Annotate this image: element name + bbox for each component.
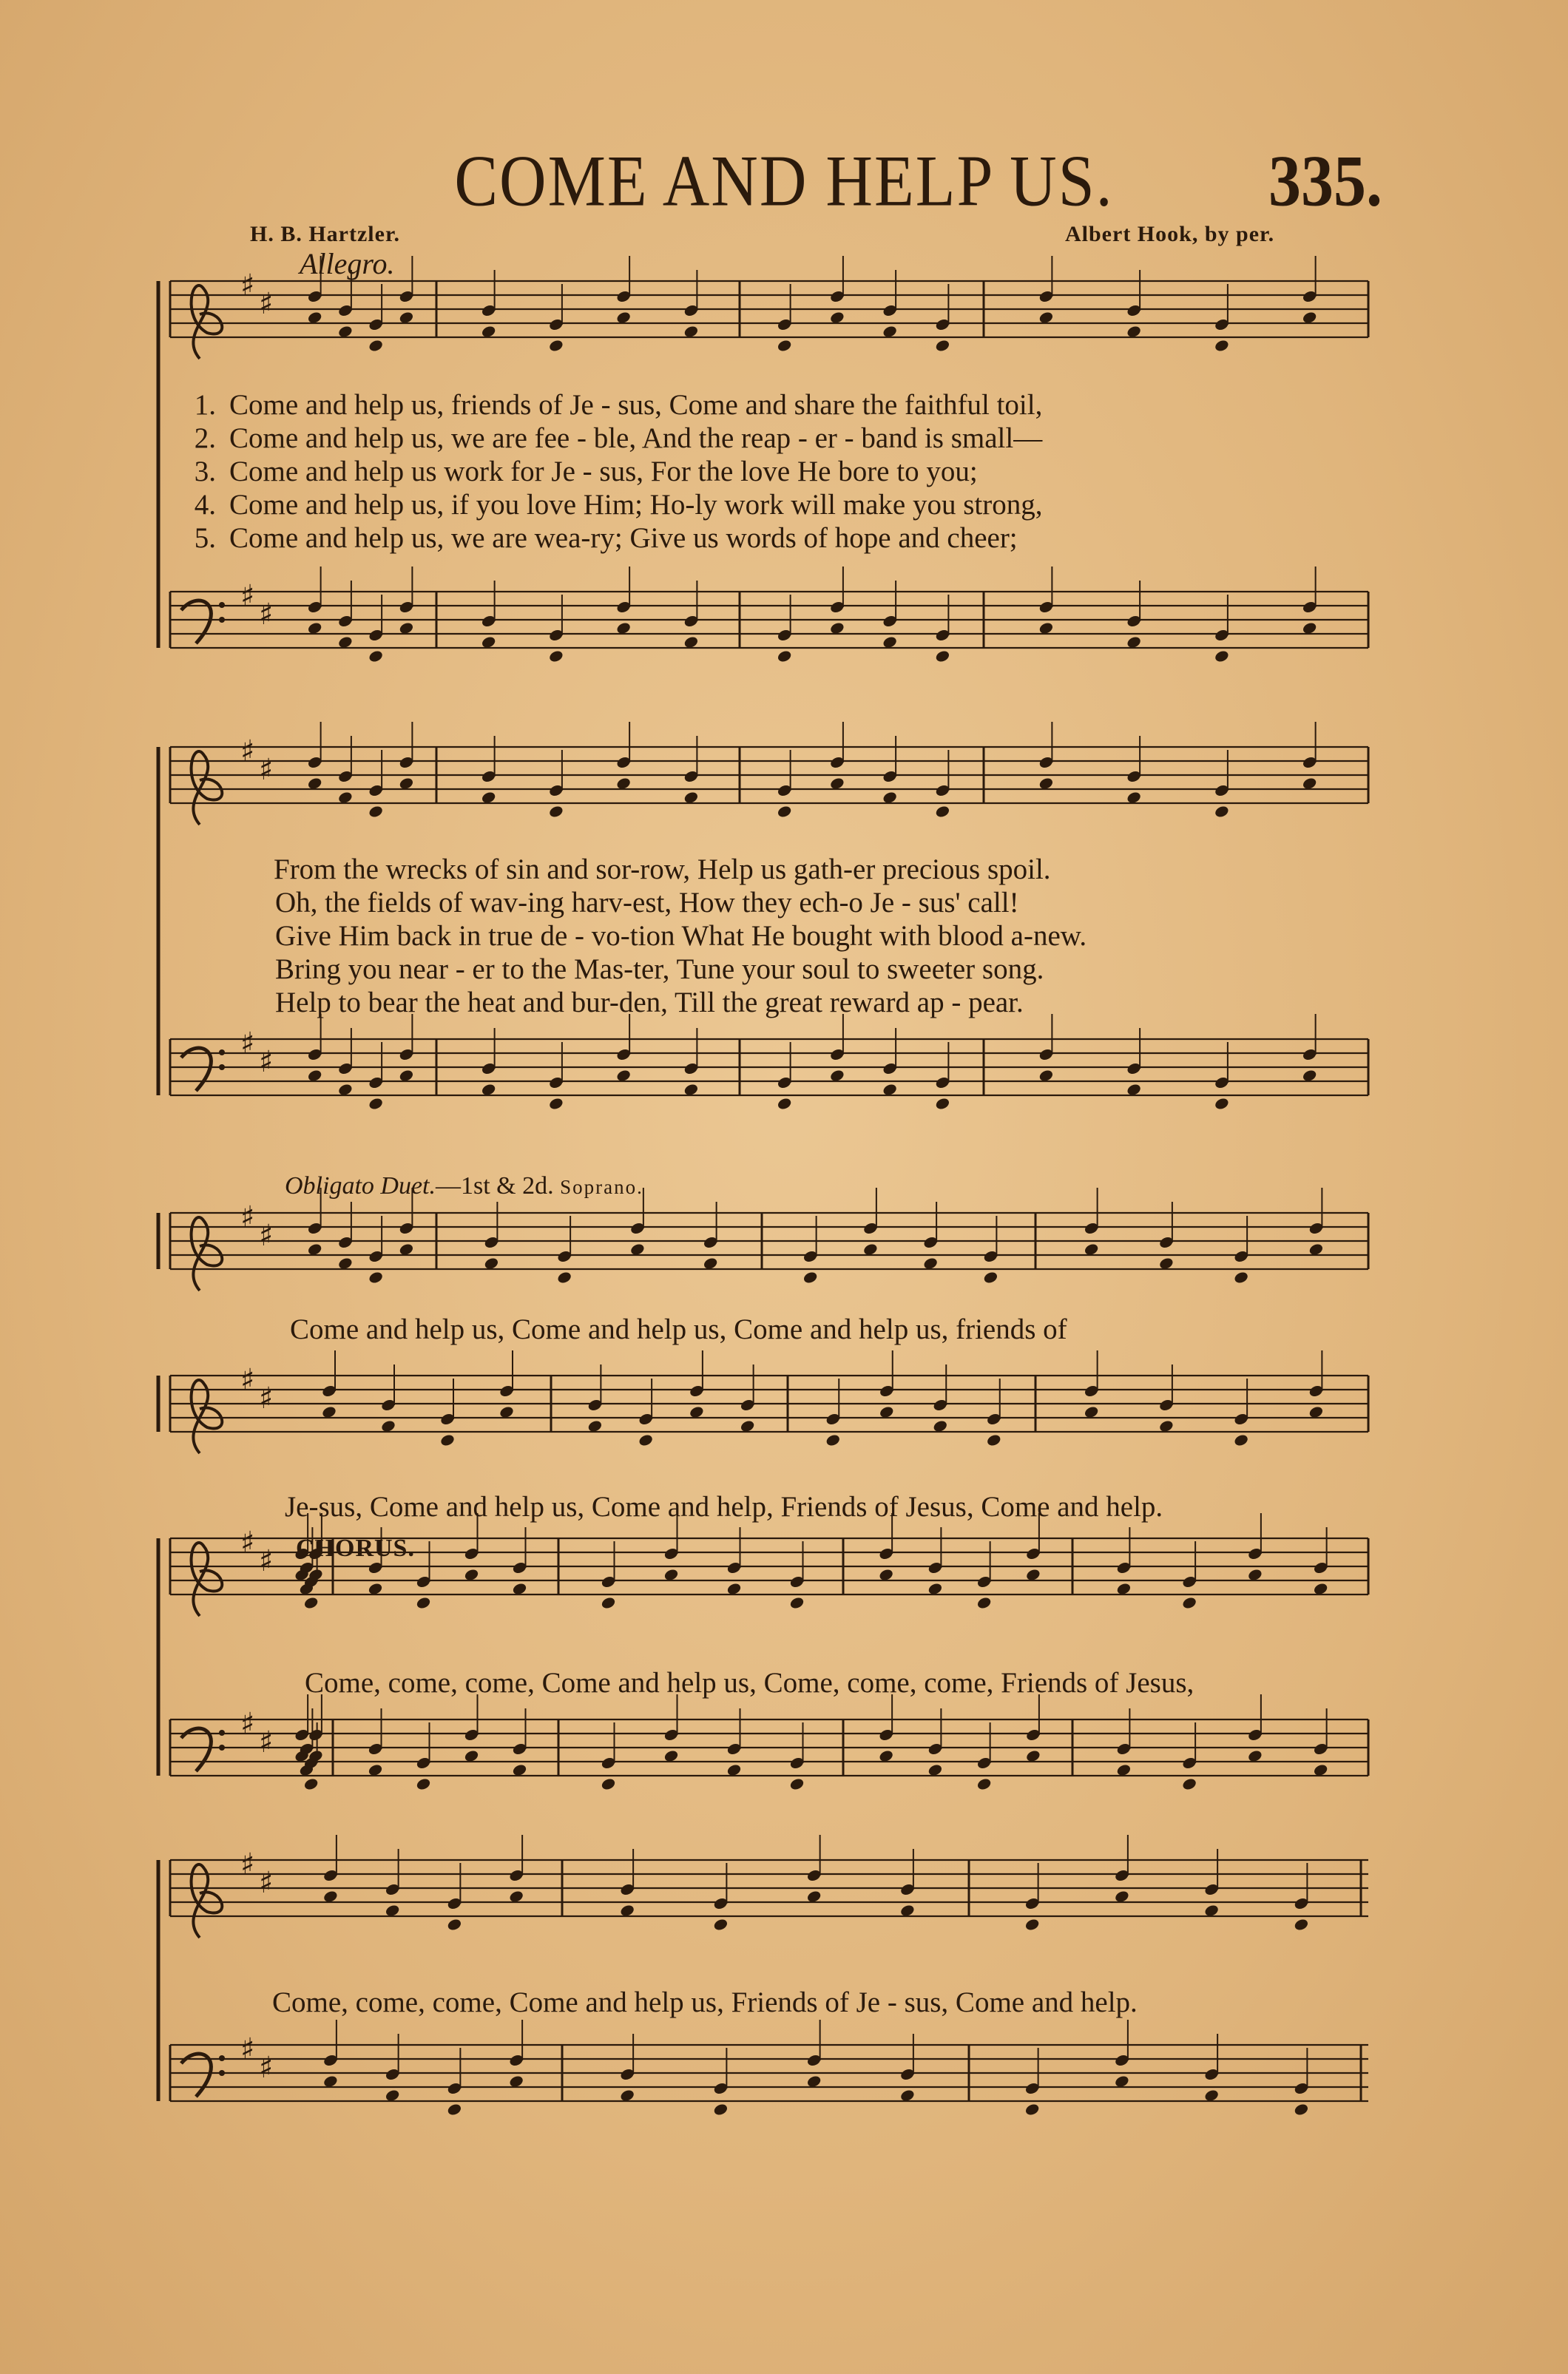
notehead xyxy=(976,1777,993,1791)
sharp-icon: ♯ xyxy=(259,1866,274,1900)
verse-continuation: Help to bear the heat and bur-den, Till the great reward ap - pear. xyxy=(275,987,1024,1018)
sharp-icon: ♯ xyxy=(240,1707,255,1741)
sharp-icon: ♯ xyxy=(259,1219,274,1253)
sharp-icon: ♯ xyxy=(259,287,274,321)
notehead xyxy=(368,649,384,663)
notehead xyxy=(934,649,950,663)
notehead xyxy=(368,1097,384,1111)
notehead xyxy=(777,805,793,819)
sharp-icon: ♯ xyxy=(259,1382,274,1416)
notehead xyxy=(303,1777,320,1791)
verse-continuation: Give Him back in true de - vo-tion What He bought with blood a-new. xyxy=(275,920,1087,952)
chorus-title: CHORUS. xyxy=(296,1535,415,1562)
page-title: COME AND HELP US. xyxy=(454,141,1114,222)
bass-clef-dot xyxy=(219,617,225,623)
lyricist-credit: H. B. Hartzler. xyxy=(250,222,401,246)
sharp-icon: ♯ xyxy=(240,1526,255,1560)
notehead xyxy=(789,1777,805,1791)
bass-clef-dot xyxy=(219,1049,225,1055)
notehead xyxy=(368,1271,384,1285)
verse-continuation: Bring you near - er to the Mas-ter, Tune your soul to sweeter song. xyxy=(275,953,1044,985)
bass-clef-icon xyxy=(181,601,211,643)
notehead xyxy=(601,1777,617,1791)
treble-clef-icon xyxy=(192,751,223,825)
notehead xyxy=(556,1271,572,1285)
sharp-icon: ♯ xyxy=(240,1847,255,1881)
treble-clef-icon xyxy=(192,1864,223,1938)
notehead xyxy=(712,1918,729,1932)
bass-clef-icon xyxy=(181,1728,211,1771)
notehead xyxy=(601,1596,617,1610)
notehead xyxy=(1293,1918,1309,1932)
notehead xyxy=(976,1596,993,1610)
notehead xyxy=(1214,1097,1230,1111)
notehead xyxy=(777,339,793,353)
sharp-icon: ♯ xyxy=(240,2032,255,2066)
treble-clef-icon xyxy=(192,285,223,359)
verse-line: 4. Come and help us, if you love Him; Ho-ly work will make you strong, xyxy=(194,489,1043,521)
notehead xyxy=(712,2103,729,2117)
bass-clef-dot xyxy=(219,2070,225,2076)
notehead xyxy=(368,339,384,353)
sharp-icon: ♯ xyxy=(259,1544,274,1578)
notehead xyxy=(934,1097,950,1111)
bass-clef-dot xyxy=(219,602,225,608)
sharp-icon: ♯ xyxy=(240,1027,255,1061)
sharp-icon: ♯ xyxy=(240,734,255,768)
treble-clef-icon xyxy=(192,1543,223,1616)
notehead xyxy=(1024,1918,1041,1932)
treble-clef-icon xyxy=(192,1217,223,1291)
notehead xyxy=(1024,2103,1041,2117)
notehead xyxy=(548,339,564,353)
notehead xyxy=(1181,1777,1197,1791)
page-number: 335. xyxy=(1268,141,1382,222)
sharp-icon: ♯ xyxy=(240,579,255,613)
notehead xyxy=(777,649,793,663)
notehead xyxy=(446,1918,462,1932)
notehead xyxy=(1214,339,1230,353)
sharp-icon: ♯ xyxy=(240,1363,255,1397)
notehead xyxy=(934,805,950,819)
notehead xyxy=(416,1777,432,1791)
bass-clef-icon xyxy=(181,1048,211,1091)
notehead xyxy=(638,1433,654,1447)
notehead xyxy=(548,805,564,819)
notehead xyxy=(439,1433,456,1447)
notehead xyxy=(777,1097,793,1111)
notehead xyxy=(982,1271,998,1285)
notehead xyxy=(416,1596,432,1610)
bass-clef-dot xyxy=(219,1064,225,1070)
notehead xyxy=(303,1596,320,1610)
verse-line: 1. Come and help us, friends of Je - sus, Come and share the faithful toil, xyxy=(194,389,1043,421)
sharp-icon: ♯ xyxy=(240,1200,255,1234)
notehead xyxy=(802,1271,819,1285)
bass-clef-dot xyxy=(219,1730,225,1736)
notehead xyxy=(1214,805,1230,819)
duet-lyric-line: Je-sus, Come and help us, Come and help, Friends of Jesus, Come and help. xyxy=(285,1491,1163,1523)
chorus-lyric-line: Come, come, come, Come and help us, Come, come, come, Friends of Jesus, xyxy=(305,1667,1194,1699)
duet-label: Obligato Duet.—1st & 2d. Soprano. xyxy=(285,1172,643,1200)
notehead xyxy=(446,2103,462,2117)
notehead xyxy=(825,1433,841,1447)
sharp-icon: ♯ xyxy=(259,753,274,787)
sharp-icon: ♯ xyxy=(240,268,255,302)
duet-lyric-line: Come and help us, Come and help us, Come and help us, friends of xyxy=(290,1313,1067,1345)
notehead xyxy=(934,339,950,353)
treble-clef-icon xyxy=(192,1380,223,1453)
sharp-icon: ♯ xyxy=(259,598,274,632)
notehead xyxy=(548,1097,564,1111)
notehead xyxy=(1293,2103,1309,2117)
notehead xyxy=(1181,1596,1197,1610)
verse-line: 2. Come and help us, we are fee - ble, And the reap - er - band is small— xyxy=(194,422,1043,454)
verse-continuation: Oh, the fields of wav-ing harv-est, How they ech-o Je - sus' call! xyxy=(275,887,1019,919)
notehead xyxy=(1233,1433,1249,1447)
sharp-icon: ♯ xyxy=(259,2051,274,2085)
verse-line: 5. Come and help us, we are wea-ry; Give us words of hope and cheer; xyxy=(194,522,1018,554)
bass-clef-dot xyxy=(219,2055,225,2061)
notehead xyxy=(789,1596,805,1610)
chorus-lyric-line: Come, come, come, Come and help us, Friends of Je - sus, Come and help. xyxy=(272,1986,1138,2018)
notehead xyxy=(548,649,564,663)
notehead xyxy=(986,1433,1002,1447)
sharp-icon: ♯ xyxy=(259,1045,274,1079)
notehead xyxy=(368,805,384,819)
bass-clef-icon xyxy=(181,2054,211,2097)
notehead xyxy=(1233,1271,1249,1285)
sharp-icon: ♯ xyxy=(259,1725,274,1759)
notehead xyxy=(1214,649,1230,663)
tempo-marking: Allegro. xyxy=(300,247,395,280)
composer-credit: Albert Hook, by per. xyxy=(1065,222,1275,246)
bass-clef-dot xyxy=(219,1745,225,1751)
verse-continuation: From the wrecks of sin and sor-row, Help us gath-er precious spoil. xyxy=(274,853,1051,885)
verse-line: 3. Come and help us work for Je - sus, For the love He bore to you; xyxy=(194,456,978,487)
